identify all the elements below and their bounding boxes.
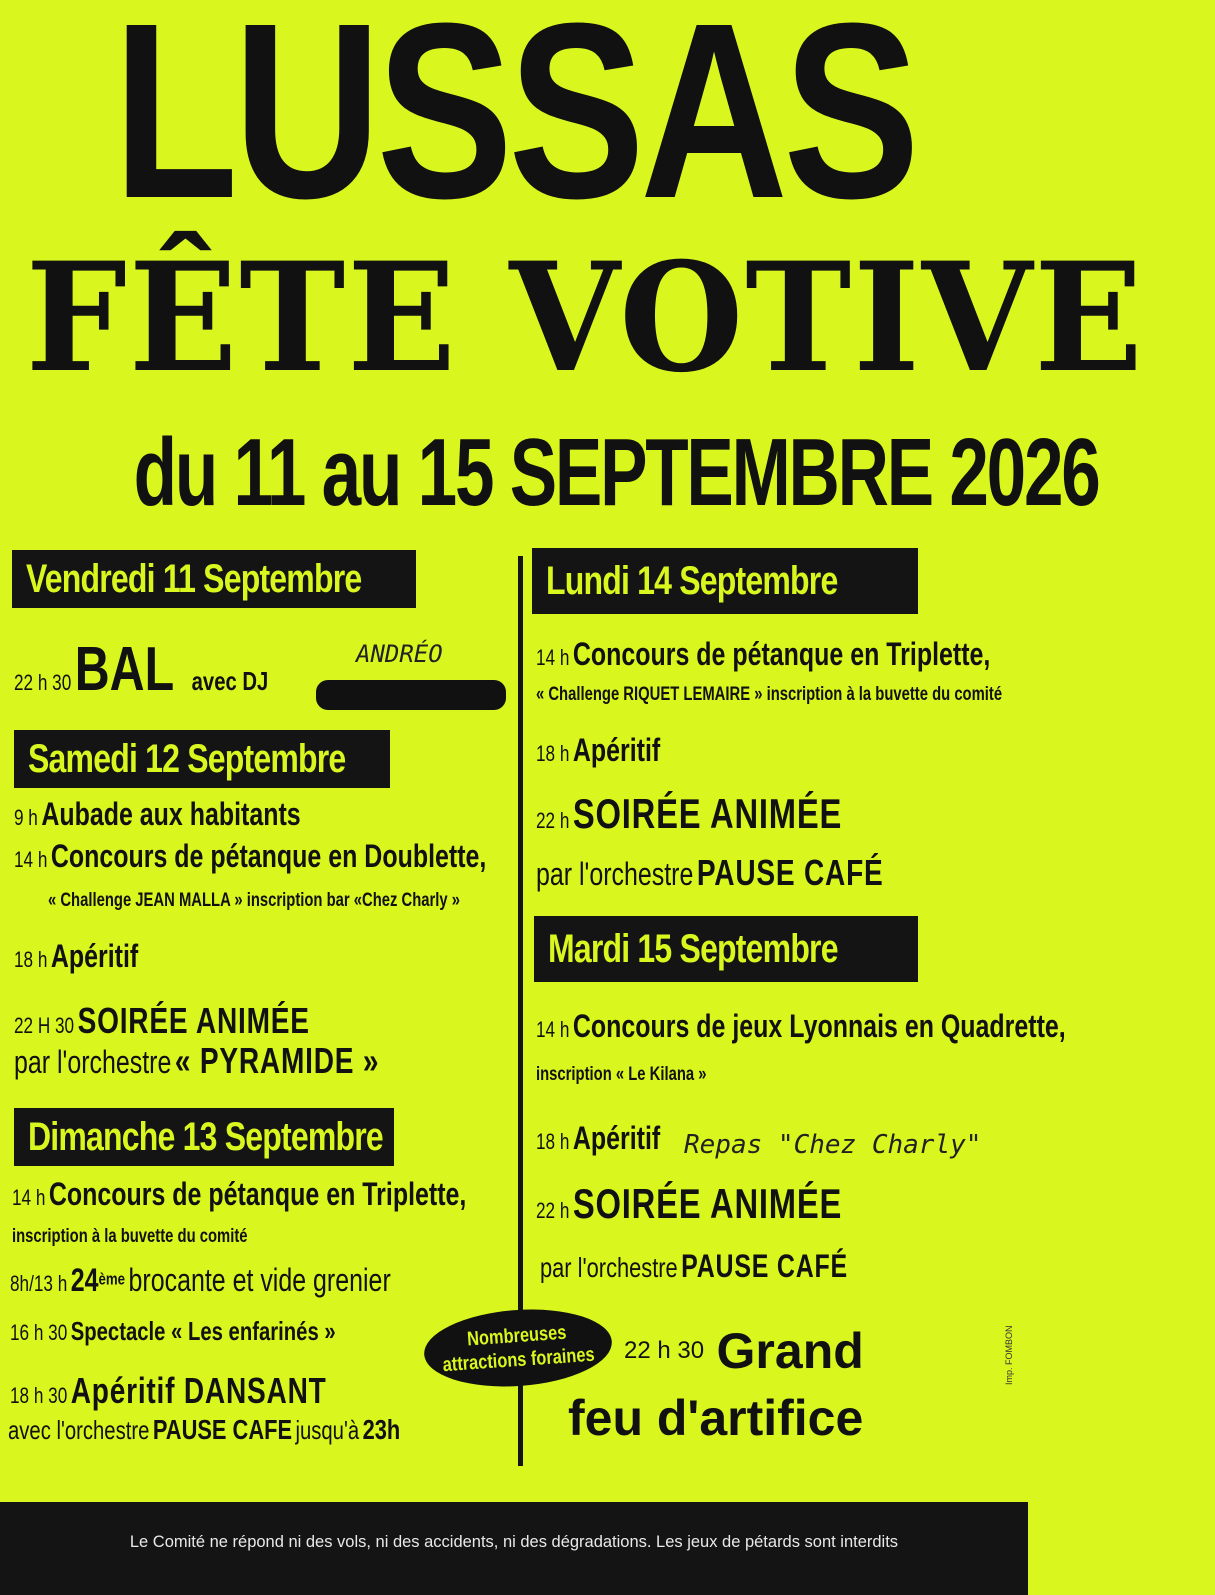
tue-orchestre-row (540, 1248, 935, 1285)
tue-aperitif-row (536, 1120, 695, 1157)
event-time: 18 h 30 (10, 1383, 68, 1408)
tue-soiree-row (536, 1180, 928, 1228)
sat-petanque-note (48, 890, 576, 912)
event-note: inscription à la buvette du comité (12, 1226, 248, 1247)
badge-line-1: Nombreuses (466, 1321, 568, 1351)
sat-aubade-row (14, 796, 382, 833)
sun-brocante-row (10, 1262, 498, 1299)
day-header-tuesday (534, 916, 918, 982)
until-label: jusqu'à (295, 1415, 360, 1445)
until-time: 23h (362, 1414, 401, 1445)
event-time: 22 h (536, 808, 570, 833)
dj-name-handwritten: ANDRÉO (356, 640, 443, 668)
orchestre-prefix: par l'orchestre (536, 856, 694, 892)
mon-orchestre-row (536, 852, 982, 894)
day-header-saturday (14, 730, 390, 788)
event-label: Concours de jeux Lyonnais en Quadrette, (572, 1008, 1066, 1044)
brocante-number: 24 (70, 1262, 99, 1298)
event-label: Spectacle « Les enfarinés » (70, 1316, 336, 1346)
event-label: Concours de pétanque en Triplette, (48, 1176, 467, 1212)
event-time: 22 h 30 (624, 1337, 705, 1364)
day-label: Samedi 12 Septembre (28, 737, 346, 781)
event-time: 16 h 30 (10, 1320, 68, 1345)
event-label: SOIRÉE ANIMÉE (572, 790, 843, 837)
day-label: Vendredi 11 Septembre (26, 557, 362, 601)
footer-text: Le Comité ne répond ni des vols, ni des accidents, ni des dégradations. Les jeux de pétards sont interdits (129, 1532, 899, 1551)
fri-bal-row (14, 634, 340, 705)
event-label: SOIRÉE ANIMÉE (77, 1000, 310, 1041)
repas-handwritten: Repas "Chez Charly" (684, 1130, 982, 1160)
event-label: SOIRÉE ANIMÉE (572, 1180, 843, 1227)
fireworks-line-1: Grand (716, 1323, 864, 1379)
event-label: Concours de pétanque en Triplette, (572, 636, 991, 672)
mon-soiree-row (536, 790, 928, 838)
orchestre-prefix: avec l'orchestre (8, 1415, 150, 1445)
event-label: Apéritif (572, 732, 661, 768)
event-note: « Challenge RIQUET LEMAIRE » inscription à la buvette du comité (536, 684, 1003, 705)
event-time: 14 h (536, 645, 570, 670)
day-header-friday (12, 550, 416, 608)
sun-petanque-row (12, 1176, 594, 1213)
mon-petanque-note (536, 684, 1134, 706)
event-time: 18 h (536, 1129, 570, 1154)
redacted-strip (316, 680, 506, 710)
tue-jeux-note (536, 1064, 755, 1086)
brocante-suffix: ème (98, 1269, 126, 1289)
sat-aperitif-row (14, 938, 173, 975)
mon-petanque-row (536, 636, 1118, 673)
event-title: FÊTE VOTIVE (25, 230, 1145, 406)
bal-title: BAL (74, 635, 175, 704)
orchestre-prefix: par l'orchestre (14, 1044, 172, 1080)
day-label: Lundi 14 Septembre (546, 559, 838, 603)
event-dates: du 11 au 15 SEPTEMBRE 2026 (133, 419, 1099, 526)
event-time: 22 h (536, 1198, 570, 1223)
sun-petanque-note (12, 1226, 314, 1248)
orchestre-name: PAUSE CAFE (152, 1414, 293, 1445)
avec-dj-label: avec DJ (191, 666, 269, 696)
tue-jeux-row (536, 1008, 1215, 1045)
event-note: « Challenge JEAN MALLA » inscription bar «Chez Charly » (48, 890, 461, 911)
sun-spectacle-row (10, 1316, 427, 1347)
event-label: Apéritif (572, 1120, 661, 1156)
badge-line-2: attractions foraines (442, 1343, 596, 1377)
sat-orchestre-row (14, 1040, 482, 1082)
event-label: Apéritif DANSANT (70, 1370, 327, 1411)
attractions-badge (422, 1304, 615, 1393)
town-title: LUSSAS (112, 0, 915, 250)
printer-credit: Imp. FOMBON (1004, 1325, 1014, 1385)
event-time: 22 H 30 (14, 1013, 75, 1038)
day-label: Dimanche 13 Septembre (28, 1115, 383, 1159)
fireworks-line-2: feu d'artifice (568, 1390, 864, 1446)
event-time: 22 h 30 (14, 670, 72, 695)
sat-soiree-row (14, 1000, 393, 1042)
event-time: 14 h (14, 847, 48, 872)
event-time: 18 h (536, 741, 570, 766)
event-note: inscription « Le Kilana » (536, 1064, 707, 1085)
event-label: Concours de pétanque en Doublette, (50, 838, 487, 874)
orchestre-name: « PYRAMIDE » (174, 1040, 380, 1081)
event-time: 9 h (14, 805, 38, 830)
fireworks-row (624, 1322, 864, 1380)
footer-disclaimer (0, 1502, 1028, 1595)
orchestre-name: PAUSE CAFÉ (696, 852, 884, 893)
day-header-monday (532, 548, 918, 614)
mon-aperitif-row (536, 732, 695, 769)
event-label: Aubade aux habitants (41, 796, 301, 832)
event-label: brocante et vide grenier (128, 1262, 391, 1298)
orchestre-prefix: par l'orchestre (540, 1252, 678, 1283)
event-time: 8h/13 h (10, 1271, 68, 1296)
sun-apero-row (10, 1370, 416, 1412)
event-time: 14 h (536, 1017, 570, 1042)
event-label: Apéritif (50, 938, 139, 974)
orchestre-name: PAUSE CAFÉ (681, 1248, 848, 1284)
event-time: 18 h (14, 947, 48, 972)
sat-petanque-row (14, 838, 620, 875)
day-label: Mardi 15 Septembre (548, 927, 838, 971)
day-header-sunday (14, 1108, 394, 1166)
sun-orchestre-row (8, 1414, 511, 1446)
event-time: 14 h (12, 1185, 46, 1210)
